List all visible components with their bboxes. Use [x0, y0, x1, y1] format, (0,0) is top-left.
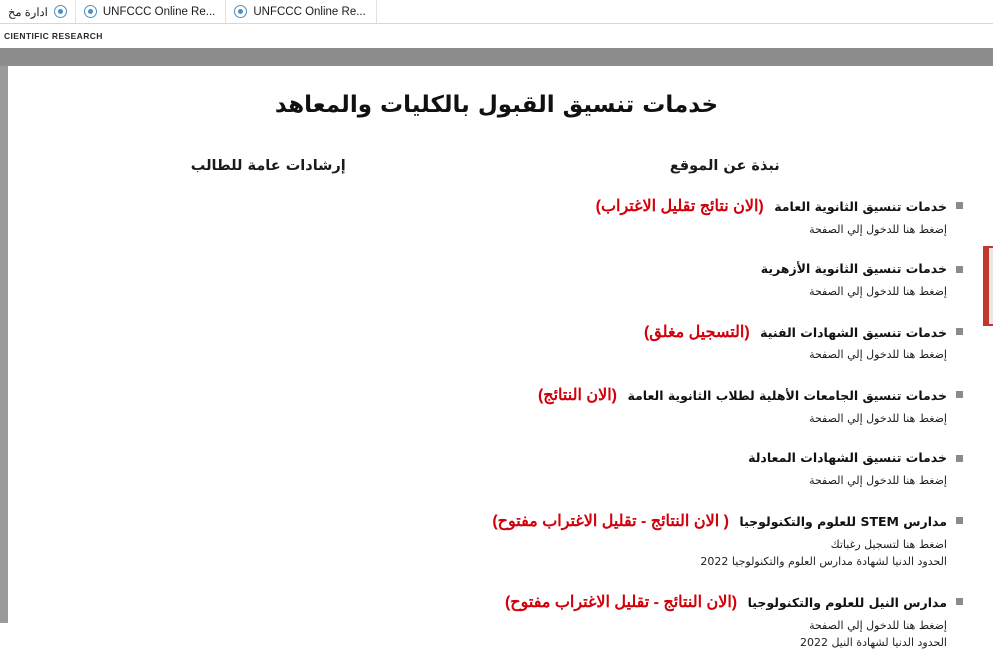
- column-right: [497, 158, 954, 196]
- page-title: خدمات تنسيق القبول بالكليات والمعاهد: [274, 92, 719, 118]
- left-margin-rail: [0, 66, 8, 623]
- page-content: [0, 66, 993, 651]
- list-item[interactable]: [30, 322, 963, 364]
- headings-row: [30, 158, 963, 196]
- site-header-band: [0, 24, 993, 48]
- list-item[interactable]: [30, 260, 963, 300]
- service-title: خدمات تنسيق الثانوية الأزهرية: [760, 260, 947, 276]
- bullet-icon: [956, 266, 963, 273]
- about-site-heading: نبذة عن الموقع: [669, 158, 780, 174]
- service-note[interactable]: الحدود الدنيا لشهادة النيل 2022: [799, 635, 947, 649]
- bullet-icon: [956, 328, 963, 335]
- browser-tab-strip: [0, 0, 993, 24]
- service-title: مدارس النيل للعلوم والتكنولوجيا: [747, 594, 947, 610]
- list-item[interactable]: [30, 196, 963, 238]
- service-title: خدمات تنسيق الشهادات المعادلة: [748, 450, 947, 466]
- service-title: خدمات تنسيق الثانوية العامة: [774, 199, 947, 214]
- service-link[interactable]: إضغط هنا للدخول إلي الصفحة: [809, 618, 947, 632]
- bullet-icon: [956, 517, 963, 524]
- service-title: خدمات تنسيق الجامعات الأهلية لطلاب الثانوية العامة: [627, 388, 947, 404]
- service-title: خدمات تنسيق الشهادات الفنية: [760, 324, 947, 340]
- service-link[interactable]: إضغط هنا للدخول إلي الصفحة: [809, 222, 947, 236]
- browser-tab-label: ادارة مخ: [8, 6, 48, 19]
- service-link[interactable]: إضغط هنا للدخول إلي الصفحة: [809, 412, 947, 426]
- globe-icon: [84, 5, 97, 18]
- browser-tab[interactable]: [76, 0, 226, 23]
- bullet-icon: [956, 202, 963, 209]
- service-link[interactable]: إضغط هنا للدخول إلي الصفحة: [809, 473, 947, 487]
- list-item[interactable]: [30, 385, 963, 427]
- services-list: [30, 196, 963, 651]
- page-body: [0, 66, 993, 649]
- tab-strip-empty-area: [377, 0, 993, 23]
- student-guidelines-heading: إرشادات عامة للطالب: [190, 158, 346, 174]
- right-accent-inner: [989, 248, 993, 324]
- service-link[interactable]: اضغط هنا لتسجيل رغباتك: [830, 537, 947, 551]
- column-left: [40, 158, 497, 196]
- bullet-icon: [956, 391, 963, 398]
- service-note[interactable]: الحدود الدنيا لشهادة مدارس العلوم والتكنولوجيا 2022: [700, 554, 947, 568]
- status-badge: ( الان النتائج - تقليل الاغتراب مفتوح): [492, 512, 729, 530]
- service-title: مدارس STEM للعلوم والتكنولوجيا: [739, 513, 947, 529]
- list-item[interactable]: [30, 449, 963, 489]
- browser-tab[interactable]: [226, 0, 376, 23]
- status-badge: (التسجيل مغلق): [643, 323, 750, 341]
- status-badge: (الان النتائج - تقليل الاغتراب مفتوح): [504, 593, 738, 611]
- status-badge: (الان النتائج): [537, 387, 617, 405]
- site-header-text: CIENTIFIC RESEARCH: [4, 31, 103, 41]
- browser-tab-label: UNFCCC Online Re...: [102, 5, 216, 18]
- bullet-icon: [956, 455, 963, 462]
- gray-banner-strip: [0, 48, 993, 66]
- status-badge: (الان نتائج تقليل الاغتراب): [595, 198, 764, 215]
- globe-icon: [234, 5, 247, 18]
- browser-tab[interactable]: [0, 0, 76, 23]
- bullet-icon: [956, 598, 963, 605]
- service-link[interactable]: إضغط هنا للدخول إلي الصفحة: [809, 348, 947, 362]
- list-item[interactable]: [30, 592, 963, 651]
- browser-tab-label: UNFCCC Online Re...: [253, 5, 366, 18]
- globe-icon: [54, 5, 67, 18]
- list-item[interactable]: [30, 511, 963, 570]
- service-link[interactable]: إضغط هنا للدخول إلي الصفحة: [809, 284, 947, 298]
